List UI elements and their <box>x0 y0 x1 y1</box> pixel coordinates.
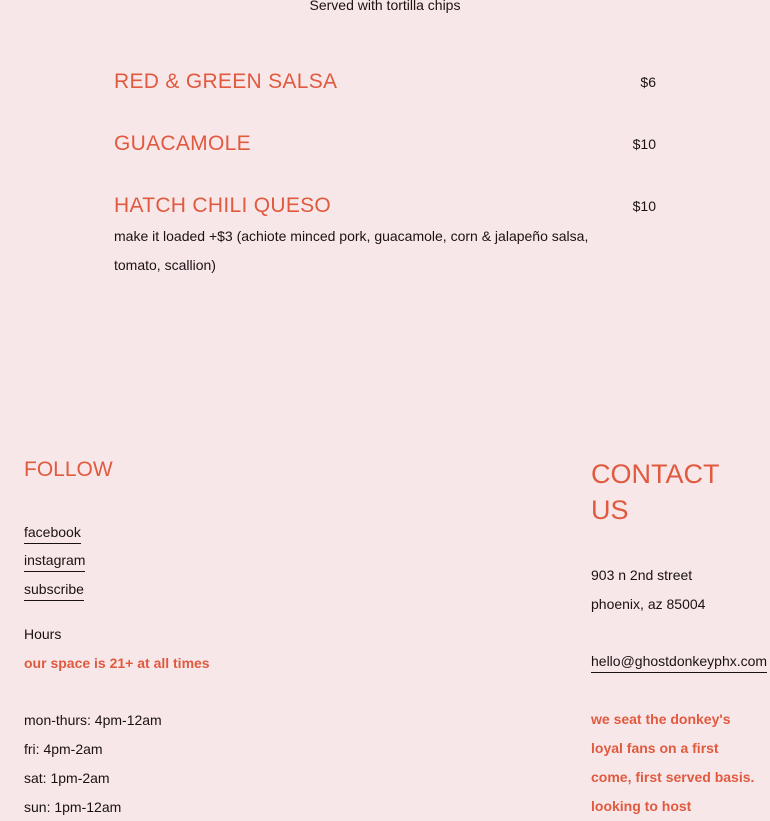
hours-line: fri: 4pm-2am <box>24 741 103 757</box>
email-link[interactable]: hello@ghostdonkeyphx.com <box>591 650 767 673</box>
address-line: 903 n 2nd street <box>591 567 693 583</box>
menu-subtitle: Served with tortilla chips <box>309 0 461 13</box>
menu-item-price: $10 <box>632 198 656 214</box>
hours-label: Hours <box>24 626 62 642</box>
follow-heading: FOLLOW <box>24 458 113 481</box>
instagram-link[interactable]: instagram <box>24 549 85 572</box>
menu-item-name: RED & GREEN SALSA <box>114 70 338 93</box>
menu-item-price: $6 <box>640 74 656 90</box>
subscribe-link[interactable]: subscribe <box>24 578 84 601</box>
contact-heading: CONTACT US <box>591 459 719 525</box>
hours-line: mon-thurs: 4pm-12am <box>24 712 162 728</box>
menu-item-name: HATCH CHILI QUESO <box>114 194 332 217</box>
menu-item-description: make it loaded +$3 (achiote minced pork, guacamole, corn & jalapeño salsa, tomato, scallion) <box>114 228 589 273</box>
seating-notice: we seat the donkey's loyal fans on a first come, first served basis. looking to host <box>591 711 755 814</box>
facebook-link[interactable]: facebook <box>24 521 81 544</box>
menu-item-price: $10 <box>632 136 656 152</box>
age-notice: our space is 21+ at all times <box>24 655 210 671</box>
hours-line: sun: 1pm-12am <box>24 799 122 815</box>
address-line: phoenix, az 85004 <box>591 596 706 612</box>
hours-line: sat: 1pm-2am <box>24 770 110 786</box>
menu-item-name: GUACAMOLE <box>114 132 251 155</box>
